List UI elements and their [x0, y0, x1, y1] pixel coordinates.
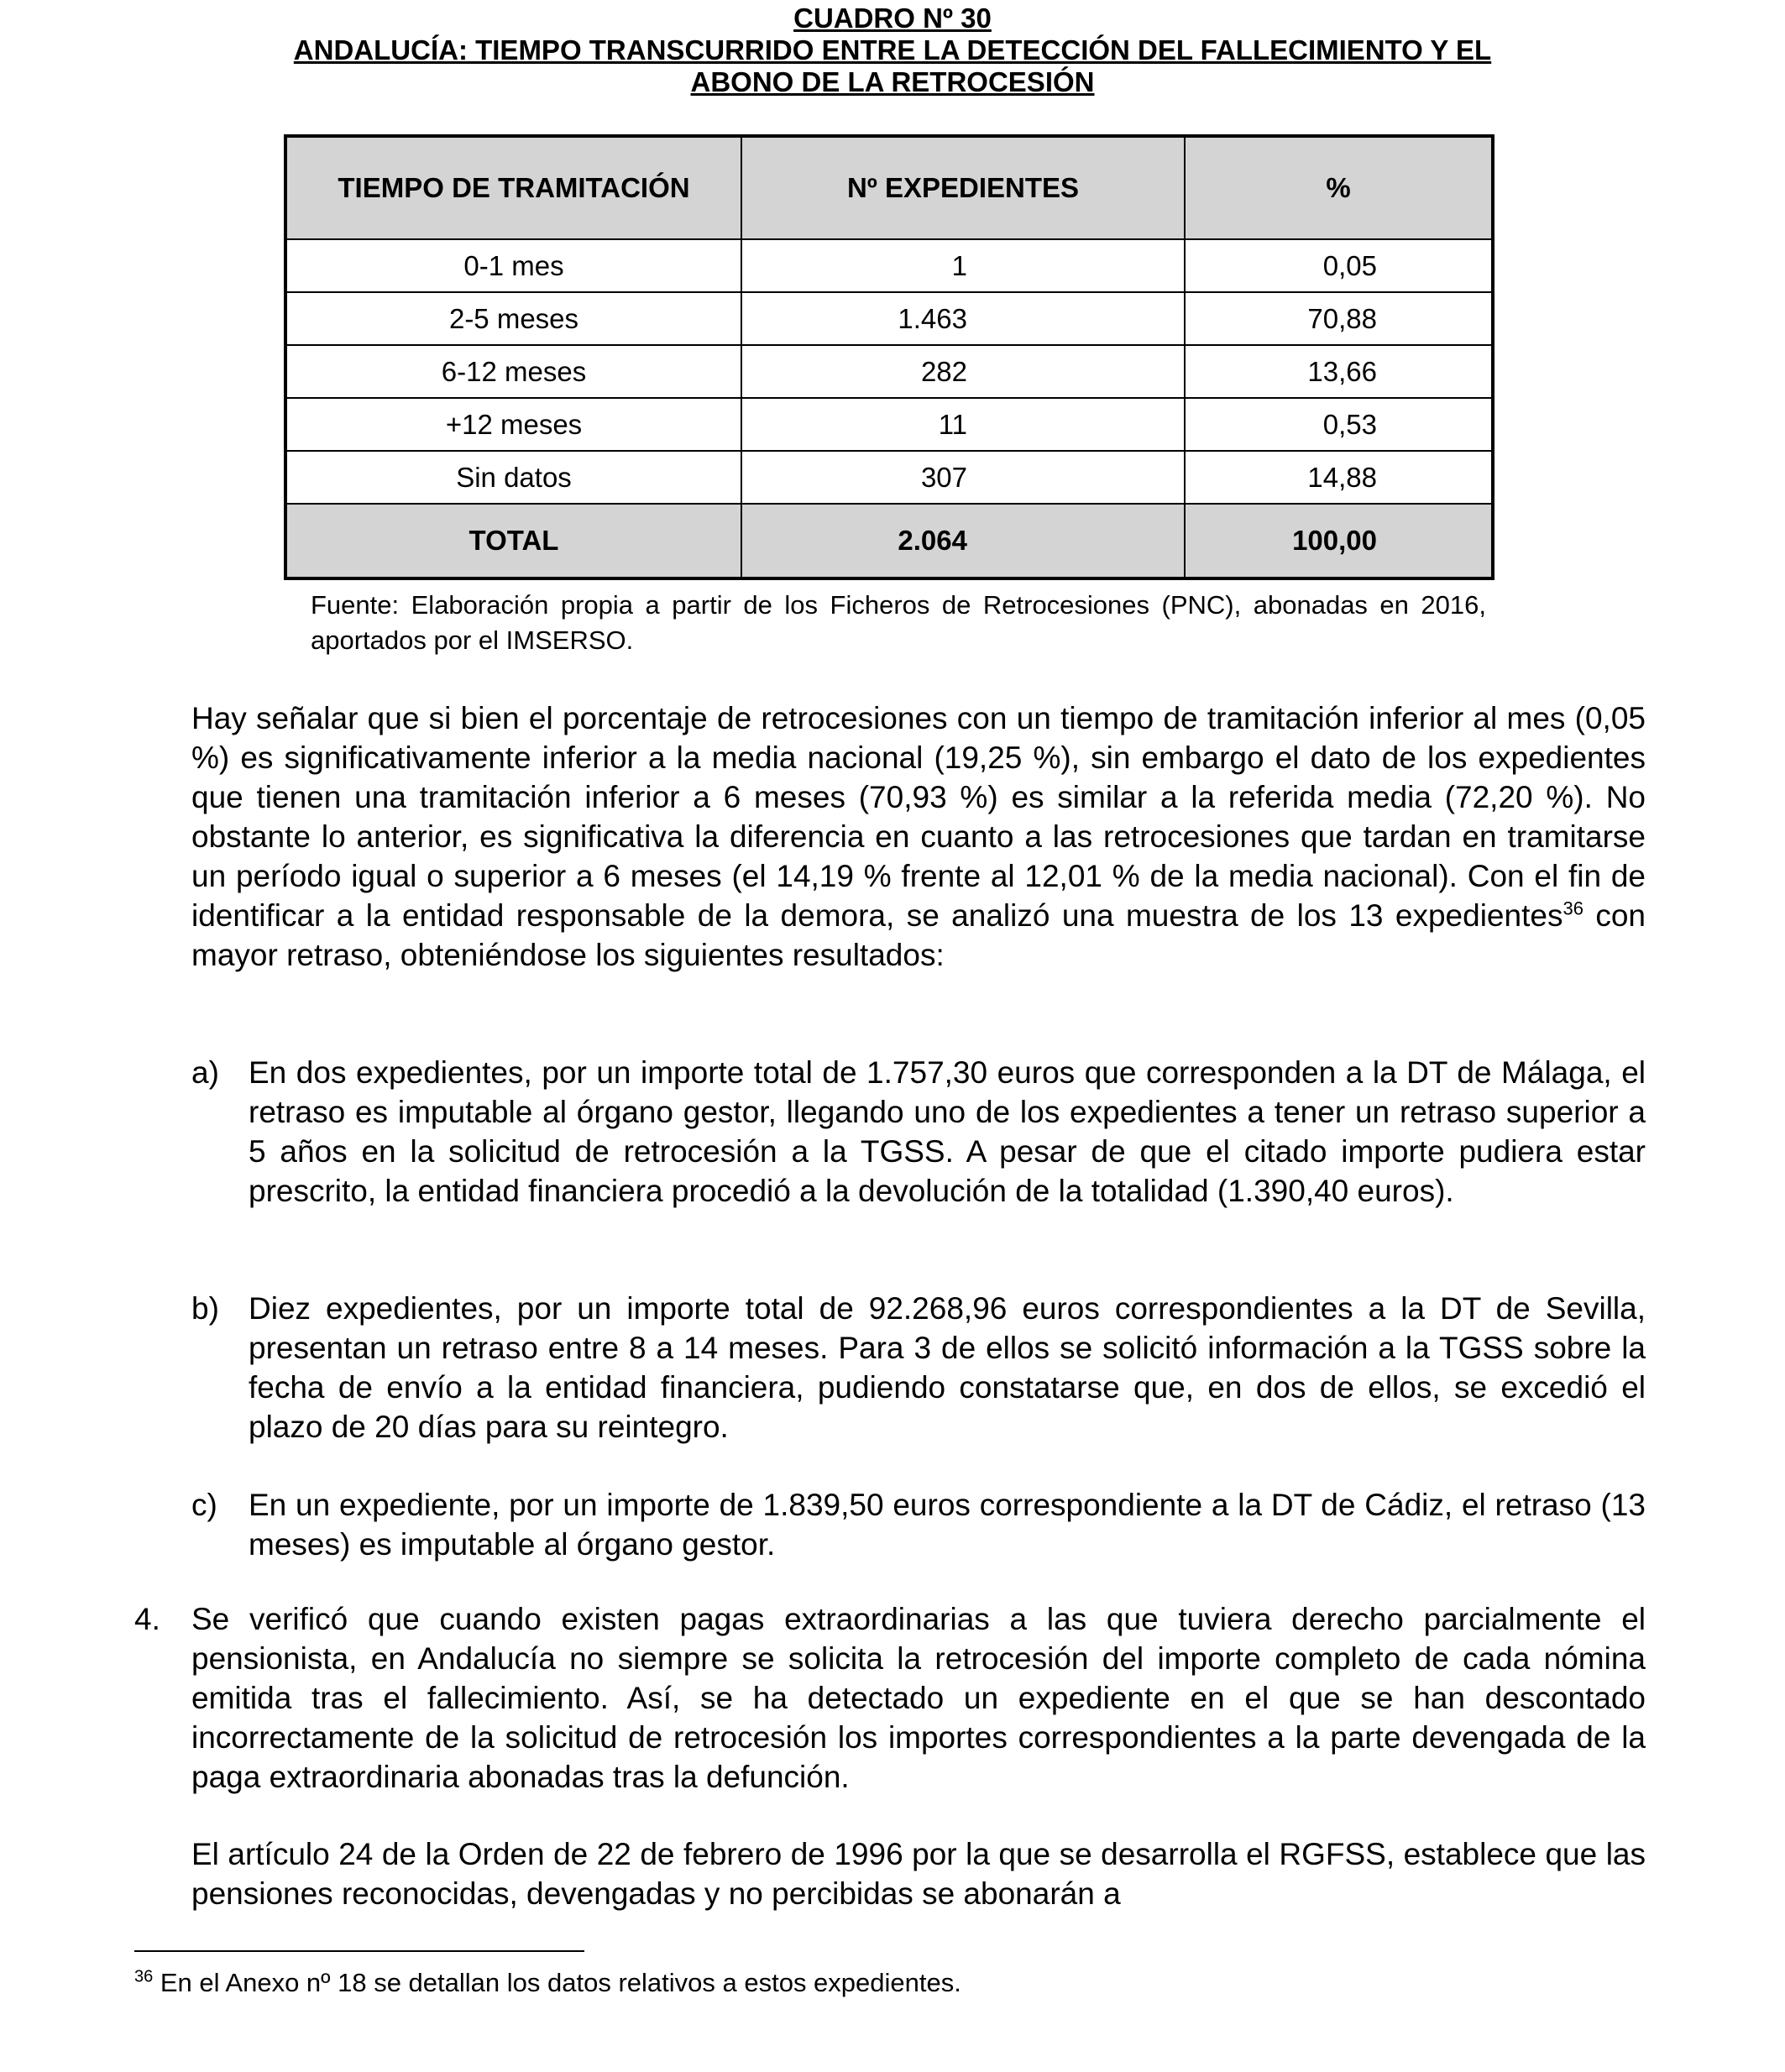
table-caption-number: CUADRO Nº 30 [793, 3, 992, 34]
paragraph-text-end: con mayor retraso, obteniéndose los siguientes resultados: [191, 898, 1646, 972]
footnote-text: En el Anexo nº 18 se detallan los datos relativos a estos expedientes. [153, 1968, 961, 1997]
paragraph-analysis [191, 699, 1646, 975]
cell-tiempo: +12 meses [285, 398, 741, 451]
paragraph-text: Hay señalar que si bien el porcentaje de retrocesiones con un tiempo de tramitación inferior al mes (0,05 %) es significativamente inferior a la media nacional (19,25 %), sin embargo el dato de los expedientes que tienen una tramitación inferior a 6 meses (70,93 %) es similar a la referida media (72,20 %). No obstante lo anterior, es significativa la diferencia en cuanto a las retrocesiones que tardan en tramitarse un período igual o superior a 6 meses (el 14,19 % frente al 12,01 % de la media nacional). Con el fin de identificar a la entidad responsable de la demora, se analizó una muestra de los 13 expedientes [191, 701, 1646, 933]
cell-tiempo: 6-12 meses [285, 345, 741, 398]
cell-tiempo: 0-1 mes [285, 239, 741, 292]
column-header-percent: % [1185, 136, 1493, 239]
cell-expedientes: 11 [741, 398, 1185, 451]
paragraph-text: El artículo 24 de la Orden de 22 de febrero de 1996 por la que se desarrolla el RGFSS, establece que las pensiones reconocidas, devengadas y no percibidas se abonarán a [191, 1837, 1646, 1911]
paragraph-articulo-24 [191, 1834, 1646, 1913]
footnote-separator [134, 1950, 584, 1952]
table-row [285, 451, 1493, 504]
cell-percent: 70,88 [1185, 292, 1493, 345]
footnote [134, 1966, 961, 2000]
table-row [285, 292, 1493, 345]
cell-percent: 13,66 [1185, 345, 1493, 398]
list-item-text: En un expediente, por un importe de 1.839,50 euros correspondiente a la DT de Cádiz, el retraso (13 meses) es imputable al órgano gestor. [249, 1488, 1646, 1562]
cell-tiempo: 2-5 meses [285, 292, 741, 345]
cell-tiempo: Sin datos [285, 451, 741, 504]
table-caption-title: ANDALUCÍA: TIEMPO TRANSCURRIDO ENTRE LA DETECCIÓN DEL FALLECIMIENTO Y EL [293, 34, 1492, 65]
point-number: 4. [134, 1602, 160, 1636]
column-header-expedientes: Nº EXPEDIENTES [741, 136, 1185, 239]
table-source-note: Fuente: Elaboración propia a partir de los Ficheros de Retrocesiones (PNC), abonadas en 2016, aportados por el IMSERSO. [311, 590, 1486, 655]
cell-percent: 14,88 [1185, 451, 1493, 504]
table-total-row [285, 504, 1493, 578]
table-row [285, 345, 1493, 398]
cell-expedientes: 1 [741, 239, 1185, 292]
list-item-text: Diez expedientes, por un importe total de 92.268,96 euros correspondientes a la DT de Sevilla, presentan un retraso entre 8 a 14 meses. Para 3 de ellos se solicitó información a la TGSS sobre la fecha de envío a la entidad financiera, pudiendo constatarse que, en dos de ellos, se excedió el plazo de 20 días para su reintegro. [249, 1291, 1646, 1444]
list-marker: b) [191, 1291, 219, 1326]
list-item [191, 1289, 1646, 1447]
table-caption-subtitle: ABONO DE LA RETROCESIÓN [690, 66, 1095, 97]
column-header-tiempo: TIEMPO DE TRAMITACIÓN [285, 136, 741, 239]
cell-expedientes: 307 [741, 451, 1185, 504]
cell-total-percent: 100,00 [1185, 504, 1493, 578]
cell-percent: 0,53 [1185, 398, 1493, 451]
list-item [191, 1485, 1646, 1564]
cell-expedientes: 282 [741, 345, 1185, 398]
cell-percent: 0,05 [1185, 239, 1493, 292]
list-marker: c) [191, 1488, 217, 1522]
cell-total-label: TOTAL [285, 504, 741, 578]
list-item-text: En dos expedientes, por un importe total de 1.757,30 euros que corresponden a la DT de Málaga, el retraso es imputable al órgano gestor, llegando uno de los expedientes a tener un retraso superior a 5 años en la solicitud de retrocesión a la TGSS. A pesar de que el citado importe pudiera estar prescrito, la entidad financiera procedió a la devolución de la totalidad (1.390,40 euros). [249, 1055, 1646, 1208]
data-table [284, 134, 1494, 580]
paragraph-point-4 [191, 1599, 1646, 1797]
footnote-reference[interactable]: 36 [1563, 897, 1583, 919]
cell-expedientes: 1.463 [741, 292, 1185, 345]
cell-total-expedientes: 2.064 [741, 504, 1185, 578]
table-header-row [285, 136, 1493, 239]
table-row [285, 239, 1493, 292]
footnote-number: 36 [134, 1967, 154, 1986]
paragraph-text: Se verificó que cuando existen pagas extraordinarias a las que tuviera derecho parcialmente el pensionista, en Andalucía no siempre se solicita la retrocesión del importe completo de cada nómina emitida tras el fallecimiento. Así, se ha detectado un expediente en el que se han descontado incorrectamente de la solicitud de retrocesión los importes correspondientes a la parte devengada de la paga extraordinaria abonadas tras la defunción. [191, 1602, 1646, 1794]
list-item [191, 1053, 1646, 1211]
list-marker: a) [191, 1055, 219, 1090]
table-row [285, 398, 1493, 451]
